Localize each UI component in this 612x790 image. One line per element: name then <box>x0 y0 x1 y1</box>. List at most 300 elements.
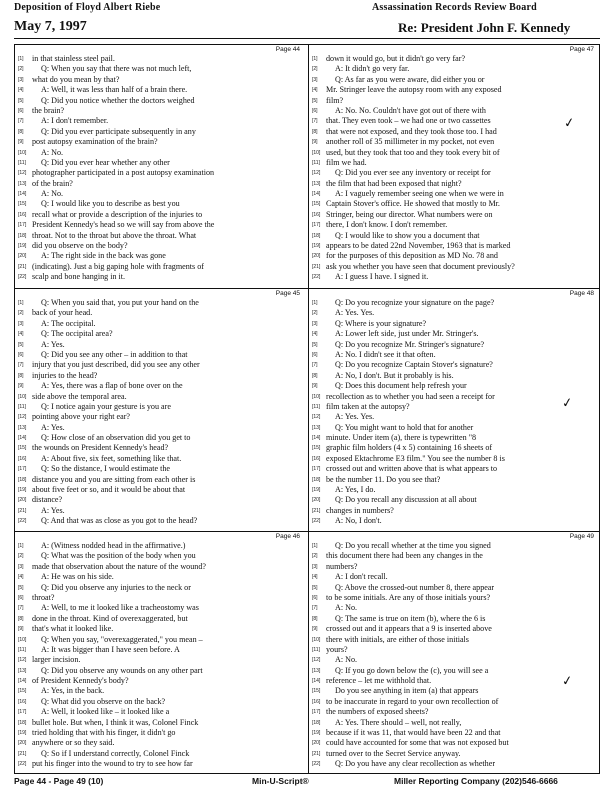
line-text: scalp and bone hanging in it. <box>32 272 126 282</box>
transcript-line <box>312 412 598 422</box>
transcript-line <box>18 686 304 696</box>
line-number: [7] <box>18 362 24 369</box>
line-number: [21] <box>18 750 27 757</box>
line-number: [2] <box>18 310 24 317</box>
transcript-line <box>312 137 598 147</box>
line-text: because if it was 11, that would have been 22 and that <box>326 728 501 738</box>
line-text: in that stainless steel pail. <box>32 54 115 63</box>
line-number: [19] <box>18 730 27 737</box>
line-number: [17] <box>312 466 321 473</box>
line-text: President Kennedy's head so we will say from above the <box>32 220 215 230</box>
line-number: [19] <box>312 243 321 250</box>
line-number: [20] <box>312 740 321 747</box>
line-number: [19] <box>18 243 27 250</box>
line-number: [16] <box>18 455 27 462</box>
line-number: [4] <box>312 87 318 94</box>
transcript-line <box>18 759 304 769</box>
line-number: [6] <box>18 107 24 114</box>
line-text: down it would go, but it didn't go very far? <box>326 54 466 63</box>
transcript-line <box>312 381 598 391</box>
header-rule <box>14 38 600 39</box>
line-number: [2] <box>312 66 318 73</box>
transcript-lines <box>312 298 598 527</box>
transcript-line <box>312 319 598 329</box>
line-text: to be inaccurate in regard to your own recollection of <box>326 696 499 706</box>
line-text: Q: So the distance, I would estimate the <box>41 464 171 474</box>
line-text: pointing above your right ear? <box>32 412 130 422</box>
line-text: changes in numbers? <box>326 505 394 515</box>
transcript-line <box>18 402 304 412</box>
line-text: back of your head. <box>32 308 93 318</box>
transcript-line <box>312 738 598 748</box>
line-number: [10] <box>312 636 321 643</box>
line-text: A: No. <box>335 655 358 665</box>
line-text: Q: Do you have any clear recollection as whether <box>335 759 496 769</box>
transcript-line <box>18 614 304 624</box>
line-number: [4] <box>312 574 318 581</box>
transcript-page-panel <box>309 289 600 531</box>
line-number: [7] <box>18 605 24 612</box>
transcript-line <box>312 541 598 551</box>
transcript-lines <box>18 541 304 770</box>
line-text: Q: The occipital area? <box>41 329 113 339</box>
line-text: A: It was bigger than I have seen before. A <box>41 644 180 654</box>
transcript-lines <box>312 54 598 283</box>
line-number: [5] <box>312 341 318 348</box>
line-number: [10] <box>18 149 27 156</box>
line-text: Q: Do you recall whether at the time you signed <box>335 541 491 550</box>
line-text: injuries to the head? <box>32 370 98 380</box>
line-number: [3] <box>18 563 24 570</box>
transcript-line <box>18 412 304 422</box>
transcript-line <box>312 75 598 85</box>
line-text: appears to be dated 22nd November, 1963 that is marked <box>326 241 511 251</box>
transcript-line <box>18 189 304 199</box>
transcript-line <box>18 443 304 453</box>
transcript-line <box>312 624 598 634</box>
transcript-line <box>312 475 598 485</box>
transcript-line <box>18 697 304 707</box>
line-number: [1] <box>18 56 24 62</box>
transcript-line <box>18 262 304 272</box>
transcript-line <box>312 749 598 759</box>
transcript-line <box>312 241 598 251</box>
line-text: Q: I would like to show you a document that <box>335 230 480 240</box>
line-number: [15] <box>312 688 321 695</box>
transcript-line <box>18 75 304 85</box>
line-number: [8] <box>312 615 318 622</box>
line-number: [6] <box>312 594 318 601</box>
line-number: [21] <box>312 750 321 757</box>
line-text: A: He was on his side. <box>41 572 114 582</box>
line-text: film? <box>326 95 344 105</box>
line-number: [1] <box>18 543 24 549</box>
transcript-line <box>312 718 598 728</box>
line-number: [13] <box>312 667 321 674</box>
line-text: tried holding that with his finger, it didn't go <box>32 728 176 738</box>
line-number: [21] <box>18 507 27 514</box>
line-number: [11] <box>312 403 320 410</box>
line-number: [13] <box>18 180 27 187</box>
transcript-line <box>312 392 598 402</box>
line-text: Q: Do you recall any discussion at all about <box>335 495 477 505</box>
transcript-line <box>18 340 304 350</box>
transcript-line <box>18 551 304 561</box>
line-text: another roll of 35 millimeter in my pocket, not even <box>326 137 495 147</box>
transcript-lines <box>312 541 598 770</box>
handwritten-check-icon: ✓ <box>563 115 576 132</box>
transcript-page-panel <box>15 289 306 531</box>
transcript-line <box>18 707 304 717</box>
transcript-page-panel <box>15 532 306 774</box>
line-number: [12] <box>312 170 321 177</box>
line-text: distance you and you are sitting from each other is <box>32 474 196 484</box>
transcript-line <box>18 603 304 613</box>
line-text: injury that you just described, did you see any other <box>32 360 200 370</box>
transcript-page-panel <box>309 532 600 774</box>
transcript-line <box>18 454 304 464</box>
transcript-line <box>18 158 304 168</box>
line-text: Q: Did you observe any injuries to the neck or <box>41 582 191 592</box>
line-number: [3] <box>312 76 318 83</box>
transcript-line <box>18 210 304 220</box>
transcript-line <box>18 624 304 634</box>
line-text: A: Yes. Yes. <box>335 308 375 318</box>
transcript-line <box>18 676 304 686</box>
transcript-grid <box>14 44 600 774</box>
line-text: made that observation about the nature of the wound? <box>32 561 206 571</box>
line-text: A: I don't recall. <box>335 572 388 582</box>
line-number: [19] <box>18 487 27 494</box>
transcript-line <box>18 231 304 241</box>
line-number: [18] <box>18 232 27 239</box>
line-text: could have accounted for some that was not exposed but <box>326 738 509 748</box>
line-text: Q: Did you ever hear whether any other <box>41 157 170 167</box>
page-number: Page 49 <box>569 533 594 540</box>
line-number: [10] <box>312 393 321 400</box>
transcript-line <box>312 127 598 137</box>
transcript-line <box>312 655 598 665</box>
page-number: Page 48 <box>569 290 594 297</box>
line-number: [3] <box>18 320 24 327</box>
line-number: [10] <box>18 393 27 400</box>
line-number: [6] <box>312 351 318 358</box>
line-text: used, but they took that too and they took every bit of <box>326 147 500 157</box>
line-text: crossed out and written above that is what appears to <box>326 464 498 474</box>
transcript-line <box>18 179 304 189</box>
line-text: A: About five, six feet, something like that. <box>41 453 182 463</box>
page-number: Page 45 <box>275 290 300 297</box>
transcript-line <box>312 572 598 582</box>
line-number: [17] <box>312 222 321 229</box>
transcript-line <box>312 614 598 624</box>
line-text: to be some initials. Are any of those initials yours? <box>326 592 491 602</box>
transcript-line <box>18 572 304 582</box>
line-number: [9] <box>18 383 24 390</box>
transcript-line <box>312 593 598 603</box>
line-number: [19] <box>312 487 321 494</box>
line-text: exposed Ektachrome E3 film." You see the number 8 is <box>326 453 505 463</box>
line-text: done in the throat. Kind of overexaggerated, but <box>32 613 188 623</box>
transcript-line <box>312 340 598 350</box>
transcript-line <box>18 308 304 318</box>
transcript-line <box>18 360 304 370</box>
transcript-line <box>18 381 304 391</box>
line-number: [2] <box>18 66 24 73</box>
line-text: that were not exposed, and they took those too. I had <box>326 126 497 136</box>
line-text: Q: I would like you to describe as best you <box>41 199 180 209</box>
transcript-line <box>312 64 598 74</box>
line-number: [14] <box>312 435 321 442</box>
line-number: [9] <box>312 139 318 146</box>
transcript-line <box>18 168 304 178</box>
line-number: [11] <box>18 403 26 410</box>
transcript-line <box>18 127 304 137</box>
transcript-line <box>312 189 598 199</box>
line-number: [1] <box>312 543 318 549</box>
line-number: [9] <box>312 626 318 633</box>
line-text: yours? <box>326 644 348 654</box>
transcript-line <box>18 583 304 593</box>
transcript-line <box>18 516 304 526</box>
transcript-line <box>312 516 598 526</box>
line-number: [12] <box>312 414 321 421</box>
transcript-line <box>312 251 598 261</box>
transcript-line <box>312 666 598 676</box>
line-text: Q: When you said that, you put your hand on the <box>41 298 199 307</box>
line-number: [20] <box>18 497 27 504</box>
transcript-line <box>18 718 304 728</box>
line-number: [16] <box>18 698 27 705</box>
transcript-lines <box>18 298 304 527</box>
line-number: [5] <box>312 584 318 591</box>
transcript-line <box>312 603 598 613</box>
line-number: [22] <box>312 518 321 525</box>
line-number: [15] <box>18 201 27 208</box>
line-number: [2] <box>312 310 318 317</box>
transcript-line <box>312 96 598 106</box>
transcript-line <box>312 148 598 158</box>
header-right-top: Assassination Records Review Board <box>372 2 537 13</box>
line-text: Q: Did you ever participate subsequently in any <box>41 126 196 136</box>
line-number: [18] <box>312 476 321 483</box>
line-text: the wounds on President Kennedy's head? <box>32 443 169 453</box>
line-text: bullet hole. But when, I think it was, Colonel Finck <box>32 717 199 727</box>
transcript-line <box>312 298 598 308</box>
line-text: A: Yes. <box>41 422 65 432</box>
line-number: [4] <box>312 331 318 338</box>
page-number: Page 47 <box>569 46 594 53</box>
header-date: May 7, 1997 <box>14 19 87 34</box>
line-text: Q: You might want to hold that for another <box>335 422 474 432</box>
line-text: Q: How close of an observation did you get to <box>41 433 191 443</box>
line-text: A: The right side in the back was gone <box>41 251 166 261</box>
line-text: A: Yes. Yes. <box>335 412 375 422</box>
line-number: [15] <box>312 445 321 452</box>
line-text: this document there had been any changes in the <box>326 551 483 561</box>
transcript-line <box>18 475 304 485</box>
line-number: [12] <box>18 657 27 664</box>
transcript-line <box>312 231 598 241</box>
line-text: Q: What did you observe on the back? <box>41 696 166 706</box>
line-text: A: (Witness nodded head in the affirmative.) <box>41 541 186 550</box>
header-re: Re: President John F. Kennedy <box>398 20 571 35</box>
transcript-line <box>18 272 304 282</box>
transcript-line <box>312 329 598 339</box>
line-number: [12] <box>18 414 27 421</box>
transcript-line <box>18 148 304 158</box>
transcript-line <box>312 371 598 381</box>
transcript-line <box>18 423 304 433</box>
line-text: Q: Did you see any other – in addition to that <box>41 349 188 359</box>
line-text: A: Yes. <box>41 505 65 515</box>
line-text: graphic film holders (4 x 5) containing 16 sheets of <box>326 443 493 453</box>
transcript-line <box>312 54 598 64</box>
line-text: Q: Does this document help refresh your <box>335 381 467 391</box>
transcript-line <box>18 738 304 748</box>
line-text: of President Kennedy's body? <box>32 676 129 686</box>
header-left-top: Deposition of Floyd Albert Riebe <box>14 2 161 13</box>
line-text: (indicating). Just a big gaping hole with fragments of <box>32 261 204 271</box>
transcript-line <box>312 562 598 572</box>
line-text: minute. Under item (a), there is typewritten "8 <box>326 433 477 443</box>
line-text: side above the temporal area. <box>32 391 127 401</box>
line-text: did you observe on the body? <box>32 241 128 251</box>
line-text: of the brain? <box>32 178 73 188</box>
line-number: [9] <box>312 383 318 390</box>
line-text: ask you whether you have seen that document previously? <box>326 261 515 271</box>
transcript-line <box>18 666 304 676</box>
transcript-line <box>18 541 304 551</box>
line-number: [21] <box>312 507 321 514</box>
line-text: larger incision. <box>32 655 81 665</box>
handwritten-check-icon: ✓ <box>561 673 574 690</box>
transcript-line <box>312 686 598 696</box>
line-number: [2] <box>312 553 318 560</box>
line-number: [20] <box>312 253 321 260</box>
line-text: A: Well, it looked like – it looked like a <box>41 707 170 717</box>
line-text: post autopsy examination of the brain? <box>32 137 158 147</box>
transcript-line <box>18 319 304 329</box>
line-number: [7] <box>312 118 318 125</box>
line-text: A: I guess I have. I signed it. <box>335 272 429 282</box>
line-number: [18] <box>312 232 321 239</box>
transcript-line <box>18 495 304 505</box>
line-number: [15] <box>18 688 27 695</box>
line-text: the brain? <box>32 105 65 115</box>
line-text: Q: Do you recognize Captain Stover's signature? <box>335 360 493 370</box>
line-text: A: Yes, I do. <box>335 485 376 495</box>
line-number: [14] <box>312 678 321 685</box>
transcript-line <box>18 728 304 738</box>
line-text: Do you see anything in item (a) that appears <box>335 686 479 696</box>
line-number: [18] <box>312 719 321 726</box>
line-number: [14] <box>18 678 27 685</box>
line-number: [22] <box>18 274 27 281</box>
transcript-line <box>18 137 304 147</box>
transcript-line <box>18 85 304 95</box>
line-text: Q: What was the position of the body when you <box>41 551 196 561</box>
line-text: A: No. <box>41 147 64 157</box>
line-number: [3] <box>312 320 318 327</box>
line-number: [19] <box>312 730 321 737</box>
line-text: Q: Did you observe any wounds on any other part <box>41 665 203 675</box>
transcript-line <box>312 464 598 474</box>
transcript-line <box>312 583 598 593</box>
transcript-line <box>18 199 304 209</box>
line-text: A: The occipital. <box>41 318 96 328</box>
transcript-line <box>312 676 598 686</box>
line-text: A: Yes, in the back. <box>41 686 105 696</box>
line-number: [14] <box>18 435 27 442</box>
footer-company: Miller Reporting Company (202)546-6666 <box>394 776 558 786</box>
transcript-line <box>312 506 598 516</box>
transcript-line <box>312 262 598 272</box>
transcript-line <box>312 179 598 189</box>
line-text: A: No. <box>41 189 64 199</box>
transcript-page-panel <box>15 45 306 287</box>
transcript-line <box>312 485 598 495</box>
line-number: [3] <box>18 76 24 83</box>
line-number: [18] <box>18 719 27 726</box>
line-number: [10] <box>312 149 321 156</box>
line-text: A: Lower left side, just under Mr. Stringer's. <box>335 329 479 339</box>
line-number: [6] <box>18 351 24 358</box>
transcript-line <box>18 116 304 126</box>
transcript-line <box>18 593 304 603</box>
line-number: [13] <box>312 180 321 187</box>
line-text: that's what it looked like. <box>32 624 114 634</box>
transcript-line <box>18 392 304 402</box>
transcript-line <box>18 749 304 759</box>
line-number: [22] <box>18 518 27 525</box>
line-number: [16] <box>312 698 321 705</box>
transcript-line <box>312 360 598 370</box>
line-text: film taken at the autopsy? <box>326 401 410 411</box>
transcript-line <box>18 562 304 572</box>
transcript-line <box>312 759 598 769</box>
line-number: [17] <box>18 709 27 716</box>
line-number: [17] <box>18 222 27 229</box>
line-text: throat. Not to the throat but above the throat. What <box>32 230 197 240</box>
transcript-line <box>18 635 304 645</box>
transcript-line <box>312 199 598 209</box>
line-number: [21] <box>312 263 321 270</box>
line-text: reference – let me withhold that. <box>326 676 432 686</box>
line-text: film we had. <box>326 157 367 167</box>
line-number: [20] <box>18 253 27 260</box>
transcript-line <box>312 495 598 505</box>
line-number: [20] <box>18 740 27 747</box>
line-text: Q: And that was as close as you got to the head? <box>41 516 198 526</box>
transcript-line <box>18 241 304 251</box>
transcript-line <box>18 64 304 74</box>
transcript-line <box>312 350 598 360</box>
line-number: [8] <box>312 128 318 135</box>
line-text: A: Yes, there was a flap of bone over on the <box>41 381 183 391</box>
line-text: A: Yes. There should – well, not really, <box>335 717 462 727</box>
line-number: [5] <box>18 584 24 591</box>
line-number: [20] <box>312 497 321 504</box>
page-number: Page 44 <box>275 46 300 53</box>
line-text: A: No, I don't. But it probably is his. <box>335 370 454 380</box>
line-number: [4] <box>18 574 24 581</box>
transcript-line <box>312 635 598 645</box>
line-text: anywhere or so they said. <box>32 738 115 748</box>
line-text: Q: Do you recognize Mr. Stringer's signature? <box>335 339 485 349</box>
line-number: [16] <box>312 455 321 462</box>
line-text: distance? <box>32 495 63 505</box>
